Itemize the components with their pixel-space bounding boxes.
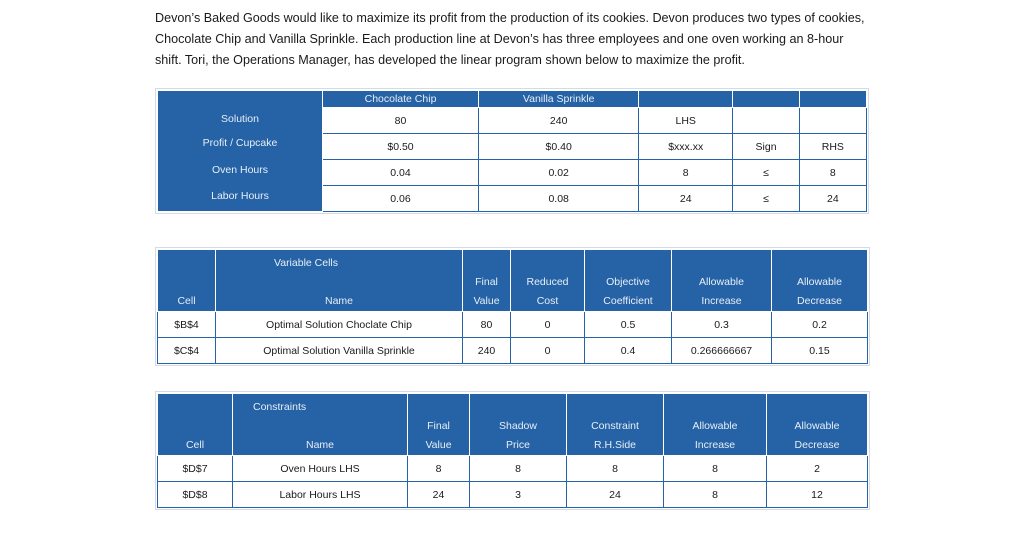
table-row: $B$4 Optimal Solution Choclate Chip 80 0 0.5 0.3 0.2 bbox=[158, 312, 868, 338]
lp-labor-sign: ≤ bbox=[733, 186, 799, 212]
vc-header-objective: Objective Coefficient bbox=[585, 250, 672, 312]
lp-labor-chocolate: 0.06 bbox=[322, 186, 479, 212]
vc-header-cell: Cell bbox=[158, 250, 216, 312]
lp-rhs-header: RHS bbox=[799, 134, 866, 160]
variable-cells-table bbox=[157, 249, 868, 364]
lp-header-vanilla: Vanilla Sprinkle bbox=[479, 91, 639, 108]
vc-header-final: Final Value bbox=[463, 250, 511, 312]
lp-label-solution: Solution bbox=[221, 113, 259, 125]
lp-labor-lhs: 24 bbox=[639, 186, 733, 212]
lp-solution-vanilla: 240 bbox=[479, 108, 639, 134]
lp-profit-lhs: $xxx.xx bbox=[639, 134, 733, 160]
lp-oven-rhs: 8 bbox=[799, 160, 866, 186]
lp-labor-vanilla: 0.08 bbox=[479, 186, 639, 212]
lp-header-chocolate: Chocolate Chip bbox=[322, 91, 479, 108]
lp-sign-header: Sign bbox=[733, 134, 799, 160]
lp-oven-vanilla: 0.02 bbox=[479, 160, 639, 186]
con-header-rhs: Constraint R.H.Side bbox=[567, 394, 664, 456]
constraints-table bbox=[157, 393, 868, 508]
con-header-shadow: Shadow Price bbox=[470, 394, 567, 456]
con-header-decrease: Allowable Decrease bbox=[767, 394, 868, 456]
lp-label-oven: Oven Hours bbox=[211, 164, 269, 176]
vc-header-reduced: Reduced Cost bbox=[511, 250, 585, 312]
lp-label-labor: Labor Hours bbox=[211, 190, 269, 202]
vc-header-increase: Allowable Increase bbox=[672, 250, 772, 312]
lp-profit-chocolate: $0.50 bbox=[322, 134, 479, 160]
table-row: $D$7 Oven Hours LHS 8 8 8 8 2 bbox=[158, 456, 868, 482]
con-header-cell: Cell bbox=[158, 394, 233, 456]
lp-oven-chocolate: 0.04 bbox=[322, 160, 479, 186]
lp-oven-lhs: 8 bbox=[639, 160, 733, 186]
con-section-title: Constraints bbox=[253, 401, 307, 413]
vc-section-title: Variable Cells bbox=[274, 257, 338, 269]
lp-label-profit: Profit / Cupcake bbox=[202, 137, 278, 149]
lp-labor-rhs: 24 bbox=[799, 186, 866, 212]
vc-header-name: Variable Cells Name bbox=[216, 250, 463, 312]
con-header-increase: Allowable Increase bbox=[664, 394, 767, 456]
vc-header-decrease: Allowable Decrease bbox=[772, 250, 868, 312]
lp-oven-sign: ≤ bbox=[733, 160, 799, 186]
lp-profit-vanilla: $0.40 bbox=[479, 134, 639, 160]
lp-row-label-column bbox=[158, 108, 322, 209]
con-header-name: Constraints Name bbox=[233, 394, 408, 456]
lp-solution-chocolate: 80 bbox=[322, 108, 479, 134]
problem-description: Devon’s Baked Goods would like to maximize its profit from the production of its cookies. Devon produces two types of cookies, Chocolate Chip and Vanilla Sprinkle. Each production line at Devon’s has three employees and one oven working an 8-hour shift. Tori, the Operations Manager, has developed the linear program shown below to maximize the profit. bbox=[155, 11, 865, 67]
lp-lhs-header: LHS bbox=[639, 108, 733, 134]
table-row: $D$8 Labor Hours LHS 24 3 24 8 12 bbox=[158, 482, 868, 508]
con-header-final: Final Value bbox=[408, 394, 470, 456]
table-row: $C$4 Optimal Solution Vanilla Sprinkle 240 0 0.4 0.266666667 0.15 bbox=[158, 338, 868, 364]
